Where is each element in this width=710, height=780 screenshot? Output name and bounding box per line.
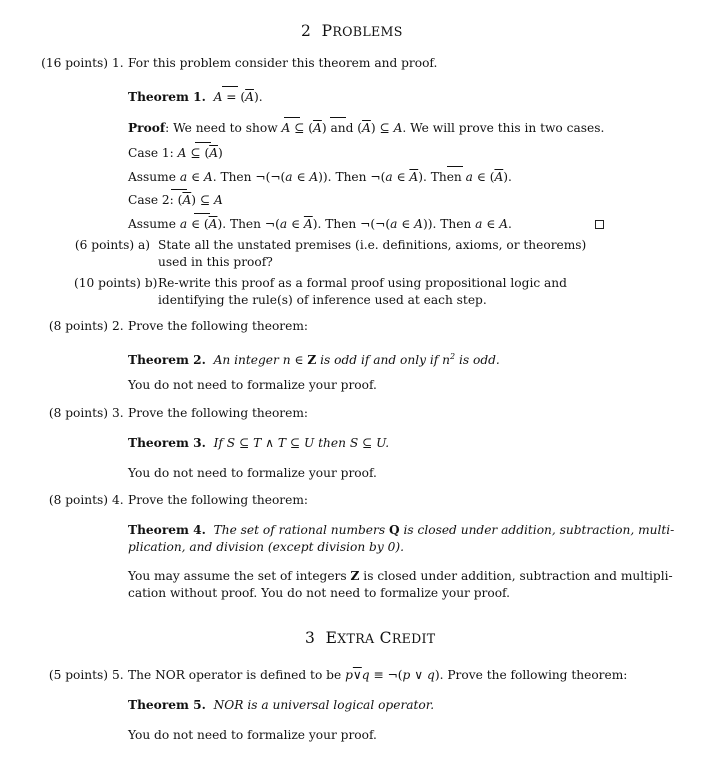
- problem-3-number: 3.: [112, 406, 124, 420]
- theorem-label: Theorem 4.: [128, 523, 206, 537]
- math: a: [285, 170, 293, 184]
- theorem-label: Theorem 5.: [128, 698, 206, 712]
- case-1-steps: Assume a ∈ A. Then ¬(¬(a ∈ A)). Then ¬(a ∈ $\overline{A}$). Then a ∈ $(\overline{A})$.: [128, 170, 512, 184]
- double-bar: [194, 213, 210, 214]
- theorem-text: The set of rational numbers: [213, 523, 389, 537]
- case-label: Case 1:: [128, 146, 178, 160]
- part-points: (6 points): [74, 238, 135, 252]
- math: A: [499, 217, 509, 231]
- proof-line: Proof: We need to show A ⊆ $(\overline{A})$ and $(\overline{A})$ ⊆ A. We will prove this in two cases.: [128, 121, 605, 135]
- math: a: [385, 170, 393, 184]
- theorem-5: [128, 697, 434, 714]
- math-bar: $\overline{A}$: [303, 217, 313, 231]
- theorem-text: is odd.: [455, 353, 500, 368]
- title-char: C: [379, 629, 392, 647]
- theorem-text: is closed under addition, subtraction, multi-: [399, 523, 675, 537]
- assume-word: Assume: [128, 217, 176, 231]
- title-rest: REDIT: [391, 631, 436, 646]
- integers-symbol: Z: [307, 353, 317, 368]
- problem-2-note: You do not need to formalize your proof.: [128, 378, 377, 392]
- then-word: Then: [440, 217, 472, 231]
- math: a: [475, 217, 483, 231]
- math-bar: $\overline{A}$: [362, 121, 371, 135]
- theorem-2: [128, 348, 500, 369]
- problem-4-intro: Prove the following theorem:: [128, 493, 309, 507]
- title-char: P: [321, 22, 333, 40]
- math-bar: $\overline{A}$: [494, 170, 504, 184]
- note-text: You may assume the set of integers: [128, 569, 351, 583]
- problem-3-points: (8 points): [48, 406, 108, 420]
- part-b-points: [74, 275, 158, 292]
- math: p: [345, 668, 353, 682]
- theorem-4-line-2: plication, and division (except division by 0).: [128, 540, 404, 554]
- superscript: 2: [450, 352, 456, 361]
- problem-2-points: (8 points): [48, 319, 108, 333]
- problem-5-points: (5 points): [48, 668, 108, 682]
- math: A: [281, 121, 291, 135]
- title-char: E: [325, 629, 338, 647]
- rationals-symbol: Q: [388, 523, 400, 537]
- problem-2-number: 2.: [112, 319, 124, 333]
- math: A: [414, 217, 423, 231]
- theorem-label: Theorem 3.: [128, 436, 206, 450]
- math-bar: ∨: [352, 668, 362, 682]
- double-bar: [330, 117, 346, 118]
- math: A: [393, 121, 403, 135]
- then-word: Then: [335, 170, 367, 184]
- part-a-points: [74, 237, 150, 254]
- case-label: Case 2:: [128, 193, 178, 207]
- theorem-text: If S ⊆ T ∧ T ⊆ U then S ⊆ U.: [213, 436, 390, 450]
- problem-5-note: You do not need to formalize your proof.: [128, 728, 377, 742]
- theorem-text: An integer n ∈: [213, 353, 308, 368]
- math-bar: $\overline{A}$: [313, 121, 322, 135]
- math: A: [309, 170, 319, 184]
- qed-square-icon: [595, 220, 604, 229]
- problem-3-note: You do not need to formalize your proof.: [128, 466, 377, 480]
- part-points: (10 points): [74, 276, 141, 290]
- theorem-3: [128, 435, 389, 452]
- title-rest: XTRA: [337, 631, 375, 646]
- then-word: Then: [229, 217, 261, 231]
- math: a: [179, 217, 188, 231]
- note-text: is closed under addition, subtraction and multipli-: [359, 569, 673, 583]
- section-title-extra-credit: [305, 630, 435, 647]
- problem-1-points: (16 points): [41, 56, 108, 70]
- math: A: [177, 146, 187, 160]
- theorem-4-line-1: [128, 522, 674, 539]
- problem-5-number: 5.: [112, 668, 124, 682]
- case-1: Case 1: A ⊆ $(\overline{A})$: [128, 146, 223, 160]
- math-bar: $\overline{A}$: [208, 217, 218, 231]
- part-b-text: Re-write this proof as a formal proof using propositional logic and identifying the rule(s) of inference used at each step.: [158, 276, 567, 307]
- problem-4-number: 4.: [112, 493, 124, 507]
- assume-word: Assume: [128, 170, 176, 184]
- math: A: [213, 193, 223, 207]
- problem-4-note-line-2: cation without proof. You do not need to formalize your proof.: [128, 586, 511, 600]
- problem-2-intro: Prove the following theorem:: [128, 319, 309, 333]
- problem-3-intro: Prove the following theorem:: [128, 406, 309, 420]
- theorem-1: Theorem 1. $A = (\overline{A})$.: [128, 90, 263, 104]
- section-number: 2: [301, 22, 312, 40]
- math: a: [390, 217, 398, 231]
- part-label: a): [137, 238, 150, 252]
- math-bar: $\overline{A}$: [182, 193, 192, 207]
- case-2-steps: Assume a ∈ $(\overline{A})$. Then ¬(a ∈ $\overline{A}$). Then ¬(¬(a ∈ A)). Then a ∈ A.: [128, 217, 512, 231]
- double-bar: [284, 117, 300, 118]
- proof-text: : We need to show: [165, 121, 282, 135]
- theorem-label: Theorem 1.: [128, 90, 206, 104]
- math: a: [279, 217, 288, 231]
- then-word: Then: [220, 170, 252, 184]
- double-bar: [195, 142, 211, 143]
- part-a-text: State all the unstated premises (i.e. definitions, axioms, or theorems) used in this proof?: [158, 238, 587, 269]
- intro-text: The NOR operator is defined to be: [128, 668, 346, 682]
- case-2: Case 2: $(\overline{A})$ ⊆ A: [128, 193, 223, 207]
- section-title-problems: [301, 23, 403, 40]
- proof-text: . We will prove this in two cases.: [402, 121, 605, 135]
- theorem-text: NOR is a universal logical operator.: [213, 698, 435, 712]
- math-bar: $\overline{A}$: [209, 146, 219, 160]
- math-bar: $\overline{A}$: [245, 90, 254, 104]
- math-bar: $\overline{A}$: [409, 170, 419, 184]
- double-bar: [447, 166, 463, 167]
- problem-5-intro: The NOR operator is defined to be p∨q ≡ ¬(p ∨ q). Prove the following theorem:: [128, 668, 628, 682]
- theorem-label: Theorem 2.: [128, 353, 206, 368]
- problem-4-points: (8 points): [48, 493, 108, 507]
- then-word: Then: [430, 170, 462, 184]
- problem-1-number: 1.: [112, 56, 124, 70]
- problem-4-note-line-1: [128, 568, 673, 585]
- math: a: [465, 170, 473, 184]
- integers-symbol: Z: [350, 569, 360, 583]
- intro-text: . Prove the following theorem:: [439, 668, 628, 682]
- problem-1-intro: For this problem consider this theorem and proof.: [128, 56, 438, 70]
- then-word: Then: [325, 217, 357, 231]
- theorem-math: A: [213, 90, 223, 104]
- double-bar: [222, 86, 238, 87]
- proof-label: Proof: [128, 121, 166, 135]
- math: A: [203, 170, 213, 184]
- double-bar: [171, 189, 187, 190]
- part-label: b): [144, 276, 158, 290]
- title-rest: ROBLEMS: [332, 24, 403, 39]
- theorem-text: is odd if and only if n: [316, 353, 450, 368]
- math: q: [427, 668, 435, 682]
- section-number: 3: [305, 629, 316, 647]
- proof-text: and: [326, 121, 358, 135]
- math: a: [179, 170, 188, 184]
- math: q: [361, 668, 370, 682]
- math: p: [402, 668, 411, 682]
